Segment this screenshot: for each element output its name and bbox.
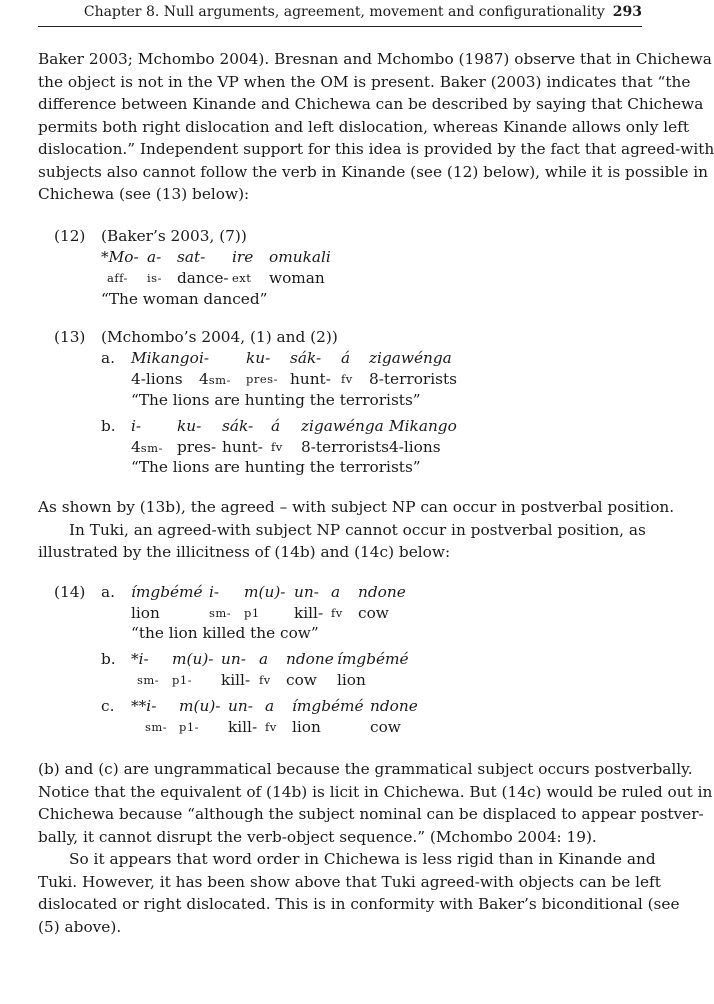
gloss-label: p1 <box>244 606 260 620</box>
text-line: So it appears that word order in Chichewa is less rigid than in Kinande and <box>69 850 656 868</box>
gloss-label: 8-terrorists <box>369 370 457 388</box>
gloss-label: pres- <box>246 372 278 386</box>
gloss-label: cow <box>358 604 389 622</box>
text-line: dislocated or right dislocated. This is in conformity with Baker’s biconditional (see <box>38 895 680 913</box>
gloss-label: 4sm- <box>131 438 163 456</box>
gloss-label: 8-terrorists <box>301 438 389 456</box>
gloss-word: i- <box>199 349 210 367</box>
gloss-word: ku- <box>177 417 202 435</box>
gloss-word: un- <box>228 697 253 715</box>
text-line: Notice that the equivalent of (14b) is licit in Chichewa. But (14c) would be ruled out in <box>38 782 713 801</box>
gloss-word: i- <box>209 583 220 601</box>
free-translation: “The woman danced” <box>101 290 268 308</box>
gloss-label: hunt- <box>290 370 331 388</box>
gloss-label: fv <box>271 440 283 454</box>
gloss-word: zigawénga <box>369 349 452 367</box>
gloss-word: m(u)- <box>172 650 214 668</box>
text-line: Tuki. However, it has been show above that Tuki agreed-with objects can be left <box>38 872 661 891</box>
gloss-word: m(u)- <box>179 697 221 715</box>
example-number: (13) <box>54 328 86 346</box>
paragraph-3 <box>38 758 713 938</box>
page-number: 293 <box>612 4 642 20</box>
gloss-label: cow <box>370 718 401 736</box>
gloss-label: hunt- <box>222 438 263 456</box>
gloss-label: sm- <box>209 606 232 620</box>
text-line: difference between Kinande and Chichewa can be described by saying that Chichewa <box>38 95 704 113</box>
text-line: Baker 2003; Mchombo 2004). Bresnan and Mchombo (1987) observe that in Chichewa <box>38 50 712 68</box>
gloss-word: á <box>341 349 351 367</box>
paragraph-1 <box>38 48 714 206</box>
free-translation: “The lions are hunting the terrorists” <box>131 391 421 409</box>
paragraph-2 <box>38 496 675 564</box>
gloss-label: lion <box>131 604 160 622</box>
gloss-label: lion <box>292 718 321 736</box>
gloss-word: *i- <box>131 650 149 668</box>
gloss-word: omukali <box>269 248 331 266</box>
text-line: In Tuki, an agreed-with subject NP cannot occur in postverbal position, as <box>69 520 646 539</box>
gloss-word: a <box>265 697 275 715</box>
gloss-word: i- <box>131 417 142 435</box>
gloss-word: sat- <box>177 248 206 266</box>
example-source: (Mchombo’s 2004, (1) and (2)) <box>101 328 338 346</box>
gloss-label: p1- <box>179 720 200 734</box>
gloss-label: pres- <box>177 438 217 456</box>
gloss-word: m(u)- <box>244 583 286 601</box>
gloss-label: kill- <box>221 671 251 689</box>
gloss-word: sák- <box>222 417 254 435</box>
text-line: As shown by (13b), the agreed – with subject NP can occur in postverbal position. <box>38 498 675 516</box>
example-number: (14) <box>54 583 86 601</box>
free-translation: “the lion killed the cow” <box>131 624 319 642</box>
text-line: (5) above). <box>38 917 122 936</box>
gloss-label: ext <box>232 271 252 285</box>
gloss-word: Mikango <box>389 417 457 435</box>
gloss-label: fv <box>265 720 277 734</box>
gloss-word: Mikango <box>131 349 199 367</box>
text-line: dislocation.” Independent support for this idea is provided by the fact that agreed-with <box>38 140 714 158</box>
gloss-word: ndone <box>286 650 334 668</box>
sub-label: b. <box>101 650 116 668</box>
gloss-label: cow <box>286 671 317 689</box>
gloss-word: **i- <box>131 697 157 715</box>
sub-label: a. <box>101 349 115 367</box>
gloss-label: sm- <box>137 673 160 687</box>
sub-label: a. <box>101 583 115 601</box>
gloss-word: ímgbémé <box>292 697 364 715</box>
gloss-word: ímgbémé <box>131 583 203 601</box>
gloss-label: 4-lions <box>389 438 441 456</box>
text-line: the object is not in the VP when the OM is present. Baker (2003) indicates that “the <box>38 72 691 91</box>
gloss-word: a <box>259 650 269 668</box>
gloss-label: 4-lions <box>131 370 183 388</box>
gloss-word: *Mo- <box>101 248 139 266</box>
gloss-word: á <box>271 417 281 435</box>
example-source: (Baker’s 2003, (7)) <box>101 227 247 245</box>
gloss-word: ndone <box>358 583 406 601</box>
gloss-label: 4sm- <box>199 370 231 388</box>
gloss-word: un- <box>221 650 246 668</box>
gloss-label: dance- <box>177 269 229 287</box>
free-translation: “The lions are hunting the terrorists” <box>131 458 421 476</box>
text-line: (b) and (c) are ungrammatical because the grammatical subject occurs postverbally. <box>38 760 693 778</box>
gloss-word: ire <box>232 248 254 266</box>
gloss-label: p1- <box>172 673 193 687</box>
sub-label: b. <box>101 417 116 435</box>
gloss-word: sák- <box>290 349 322 367</box>
gloss-label: fv <box>259 673 271 687</box>
sub-label: c. <box>101 697 115 715</box>
gloss-word: zigawénga <box>301 417 384 435</box>
gloss-label: fv <box>331 606 343 620</box>
text-line: permits both right dislocation and left dislocation, whereas Kinande allows only left <box>38 117 689 136</box>
gloss-label: sm- <box>145 720 168 734</box>
gloss-label: lion <box>337 671 366 689</box>
text-line: illustrated by the illicitness of (14b) and (14c) below: <box>38 543 451 561</box>
gloss-word: a <box>331 583 341 601</box>
text-line: subjects also cannot follow the verb in Kinande (see (12) below), while it is possible in <box>38 162 708 181</box>
running-header <box>38 4 642 27</box>
gloss-word: ku- <box>246 349 271 367</box>
gloss-word: a- <box>147 248 162 266</box>
text-line: Chichewa (see (13) below): <box>38 185 250 203</box>
gloss-label: woman <box>269 269 325 287</box>
text-line: bally, it cannot disrupt the verb-object sequence.” (Mchombo 2004: 19). <box>38 827 597 846</box>
chapter-title: Chapter 8. Null arguments, agreement, movement and configurationality <box>83 4 605 20</box>
gloss-word: un- <box>294 583 319 601</box>
gloss-label: kill- <box>294 604 324 622</box>
gloss-word: ímgbémé <box>337 650 409 668</box>
gloss-label: is- <box>147 271 162 285</box>
gloss-label: aff- <box>107 271 128 285</box>
gloss-label: kill- <box>228 718 258 736</box>
gloss-word: ndone <box>370 697 418 715</box>
text-line: Chichewa because “although the subject nominal can be displaced to appear postver- <box>38 805 704 823</box>
gloss-label: fv <box>341 372 353 386</box>
example-number: (12) <box>54 227 86 245</box>
